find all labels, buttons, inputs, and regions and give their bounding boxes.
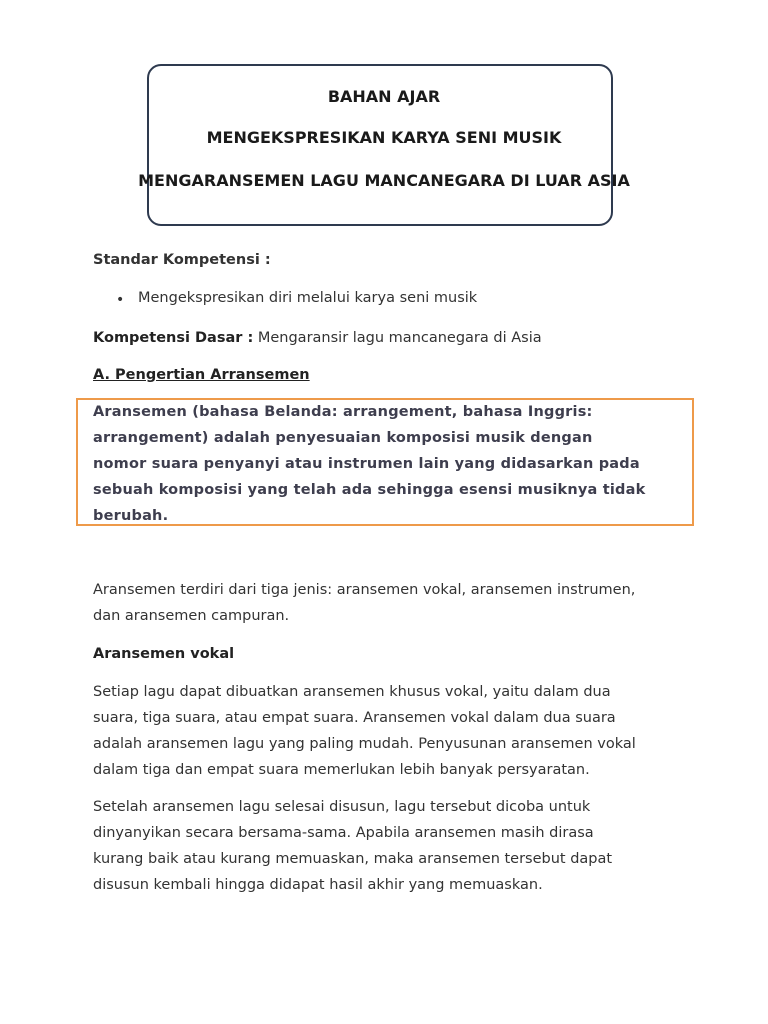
aransemen-vokal-heading: Aransemen vokal <box>93 646 235 662</box>
paragraph-line: Setiap lagu dapat dibuatkan aransemen khusus vokal, yaitu dalam dua <box>93 684 611 700</box>
paragraph-jenis-aransemen <box>93 577 693 629</box>
paragraph-line: dinyanyikan secara bersama-sama. Apabila aransemen masih dirasa <box>93 825 594 841</box>
title-bahan-ajar: BAHAN AJAR <box>327 87 441 106</box>
paragraph-line: disusun kembali hingga didapat hasil akhir yang memuaskan. <box>93 877 543 893</box>
standar-kompetensi-item: Mengekspresikan diri melalui karya seni musik <box>138 290 478 306</box>
paragraph-vokal-2 <box>93 794 693 898</box>
title-topic: MENGARANSEMEN LAGU MANCANEGARA DI LUAR ASIA <box>138 171 630 190</box>
bullet-icon: • <box>116 292 125 308</box>
definition-line: berubah. <box>93 508 169 524</box>
paragraph-line: Aransemen terdiri dari tiga jenis: aransemen vokal, aransemen instrumen, <box>93 582 636 598</box>
paragraph-line: kurang baik atau kurang memuaskan, maka aransemen tersebut dapat <box>93 851 613 867</box>
paragraph-line: dan aransemen campuran. <box>93 608 290 624</box>
section-a-heading: A. Pengertian Arransemen <box>93 367 310 383</box>
definition-line: Aransemen (bahasa Belanda: arrangement, bahasa Inggris: <box>93 404 593 420</box>
paragraph-line: dalam tiga dan empat suara memerlukan lebih banyak persyaratan. <box>93 762 590 778</box>
kompetensi-dasar-label: Kompetensi Dasar : <box>93 330 254 346</box>
title-subject: MENGEKSPRESIKAN KARYA SENI MUSIK <box>206 128 562 147</box>
paragraph-vokal-1 <box>93 679 693 783</box>
paragraph-line: adalah aransemen lagu yang paling mudah. Penyusunan aransemen vokal <box>93 736 636 752</box>
kompetensi-dasar <box>93 325 542 351</box>
paragraph-line: Setelah aransemen lagu selesai disusun, lagu tersebut dicoba untuk <box>93 799 591 815</box>
definition-line: sebuah komposisi yang telah ada sehingga esensi musiknya tidak <box>93 482 646 498</box>
definition-line: nomor suara penyanyi atau instrumen lain yang didasarkan pada <box>93 456 640 472</box>
definition-text <box>93 399 693 529</box>
definition-line: arrangement) adalah penyesuaian komposisi musik dengan <box>93 430 593 446</box>
standar-kompetensi-label: Standar Kompetensi : <box>93 252 271 268</box>
kompetensi-dasar-value: Mengaransir lagu mancanegara di Asia <box>253 330 542 346</box>
paragraph-line: suara, tiga suara, atau empat suara. Aransemen vokal dalam dua suara <box>93 710 616 726</box>
